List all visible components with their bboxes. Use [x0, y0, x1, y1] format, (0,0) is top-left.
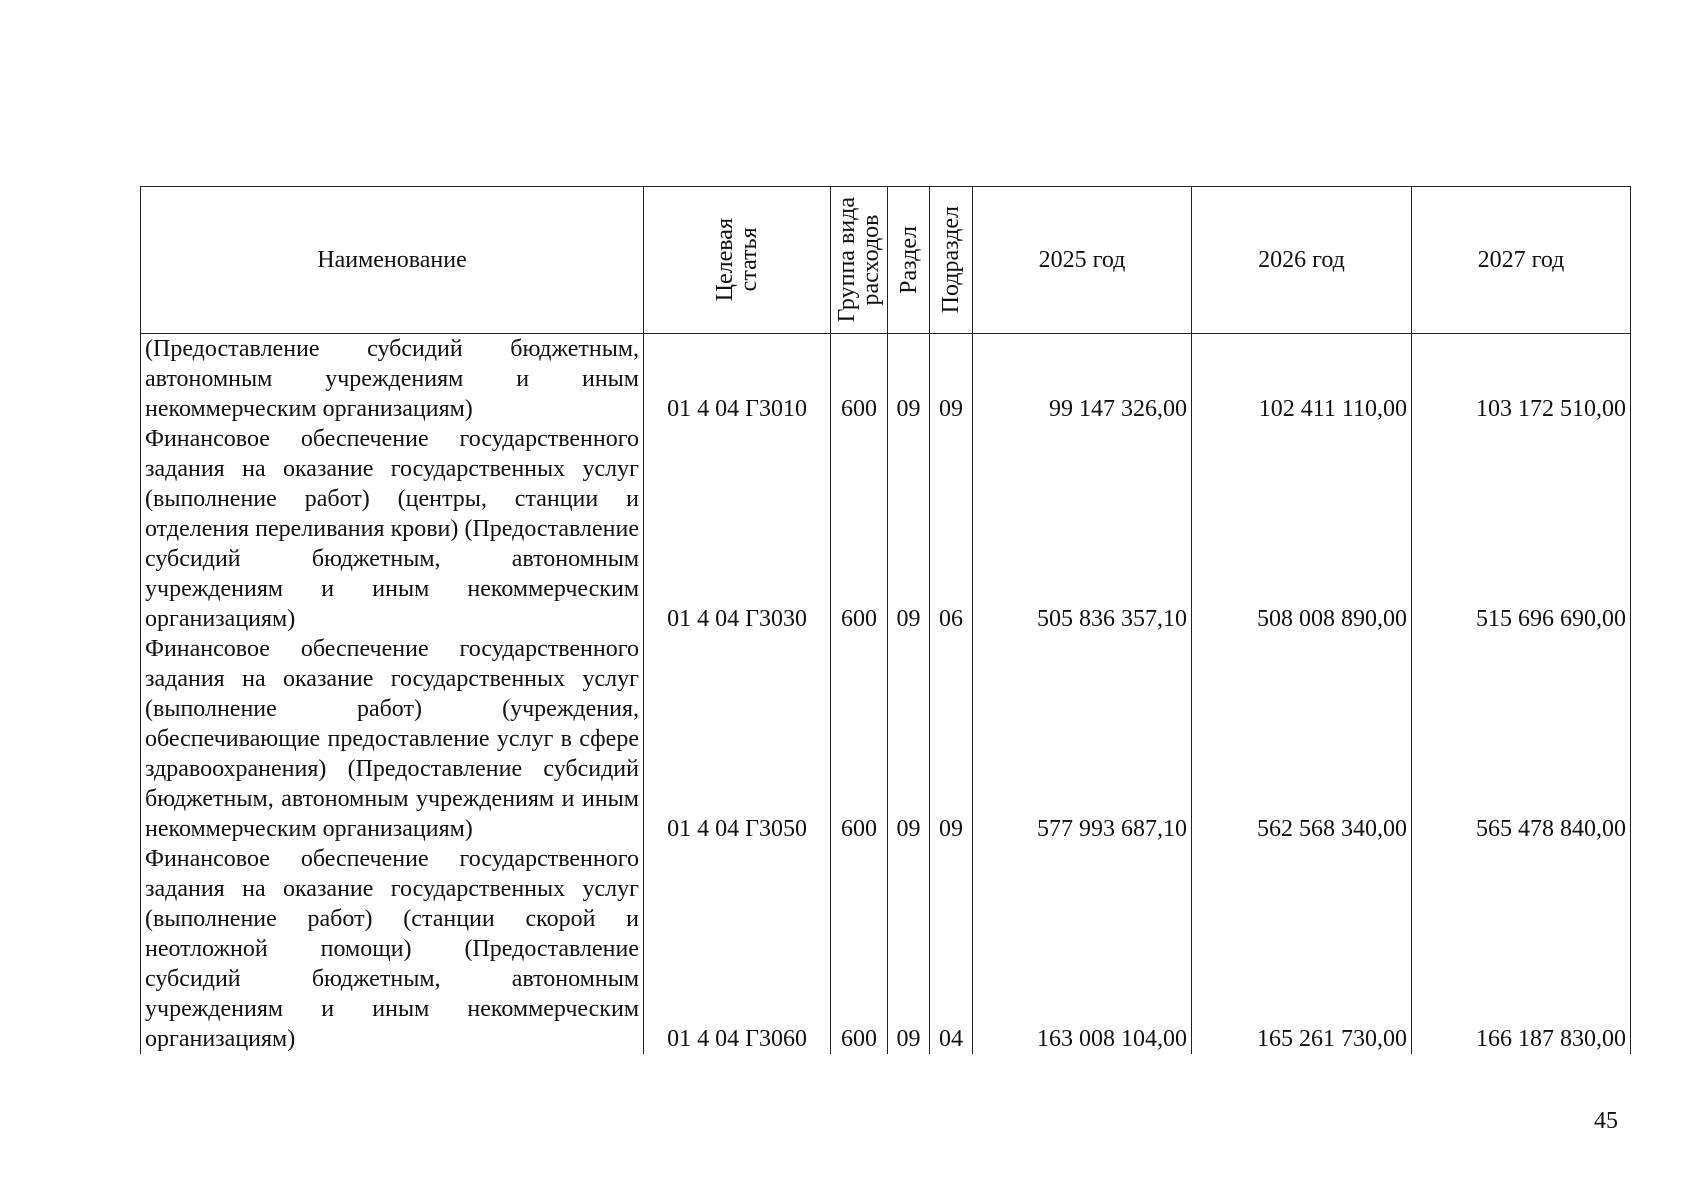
header-target-article-label: Целевая статья: [712, 218, 762, 302]
row-subsection: 09: [930, 634, 973, 844]
row-amount-2027: 515 696 690,00: [1412, 424, 1631, 634]
row-subsection: 09: [930, 334, 973, 425]
row-expense-group: 600: [831, 334, 888, 425]
header-2026: 2026 год: [1192, 187, 1412, 334]
row-amount-2026: 508 008 890,00: [1192, 424, 1412, 634]
header-section: [888, 187, 930, 334]
table-row: [141, 634, 1631, 844]
row-amount-2027: 565 478 840,00: [1412, 634, 1631, 844]
header-subsection-label: Подраздел: [938, 206, 964, 314]
header-subsection: [930, 187, 973, 334]
header-name: Наименование: [141, 187, 644, 334]
table-row: [141, 844, 1631, 1054]
row-expense-group: 600: [831, 634, 888, 844]
row-expense-group: 600: [831, 424, 888, 634]
row-amount-2025: 505 836 357,10: [973, 424, 1192, 634]
row-subsection: 04: [930, 844, 973, 1054]
row-amount-2025: 163 008 104,00: [973, 844, 1192, 1054]
row-amount-2027: 166 187 830,00: [1412, 844, 1631, 1054]
row-name: Финансовое обеспечение государственного задания на оказание государственных услуг (выполнение работ) (станции скорой и неотложной помощи) (Предоставление субсидий бюджетным, автономным учреждениям и иным некоммерческим организациям): [141, 844, 644, 1054]
row-expense-group: 600: [831, 844, 888, 1054]
row-amount-2026: 165 261 730,00: [1192, 844, 1412, 1054]
table-row: [141, 334, 1631, 425]
row-target-article: 01 4 04 Г3050: [644, 634, 831, 844]
row-amount-2025: 577 993 687,10: [973, 634, 1192, 844]
row-section: 09: [888, 334, 930, 425]
budget-table: [140, 186, 1631, 1054]
table-row: [141, 424, 1631, 634]
page-number: 45: [1594, 1108, 1618, 1134]
row-section: 09: [888, 844, 930, 1054]
row-name: Финансовое обеспечение государственного задания на оказание государственных услуг (выполнение работ) (центры, станции и отделения переливания крови) (Предоставление субсидий бюджетным, автономным учреждениям и иным некоммерческим организациям): [141, 424, 644, 634]
header-2027: 2027 год: [1412, 187, 1631, 334]
header-target-article: [644, 187, 831, 334]
header-expense-group: [831, 187, 888, 334]
header-2025: 2025 год: [973, 187, 1192, 334]
row-amount-2025: 99 147 326,00: [973, 334, 1192, 425]
row-target-article: 01 4 04 Г3060: [644, 844, 831, 1054]
row-name: Финансовое обеспечение государственного задания на оказание государственных услуг (выполнение работ) (учреждения, обеспечивающие предоставление услуг в сфере здравоохранения) (Предоставление субсидий бюджетным, автономным учреждениям и иным некоммерческим организациям): [141, 634, 644, 844]
row-target-article: 01 4 04 Г3030: [644, 424, 831, 634]
row-target-article: 01 4 04 Г3010: [644, 334, 831, 425]
row-amount-2026: 562 568 340,00: [1192, 634, 1412, 844]
row-amount-2027: 103 172 510,00: [1412, 334, 1631, 425]
row-subsection: 06: [930, 424, 973, 634]
row-section: 09: [888, 634, 930, 844]
header-expense-group-label: Группа вида расходов: [834, 197, 884, 323]
header-section-label: Раздел: [895, 226, 922, 294]
row-name: (Предоставление субсидий бюджетным, автономным учреждениям и иным некоммерческим организациям): [141, 334, 644, 425]
row-section: 09: [888, 424, 930, 634]
table-header-row: [141, 187, 1631, 334]
row-amount-2026: 102 411 110,00: [1192, 334, 1412, 425]
